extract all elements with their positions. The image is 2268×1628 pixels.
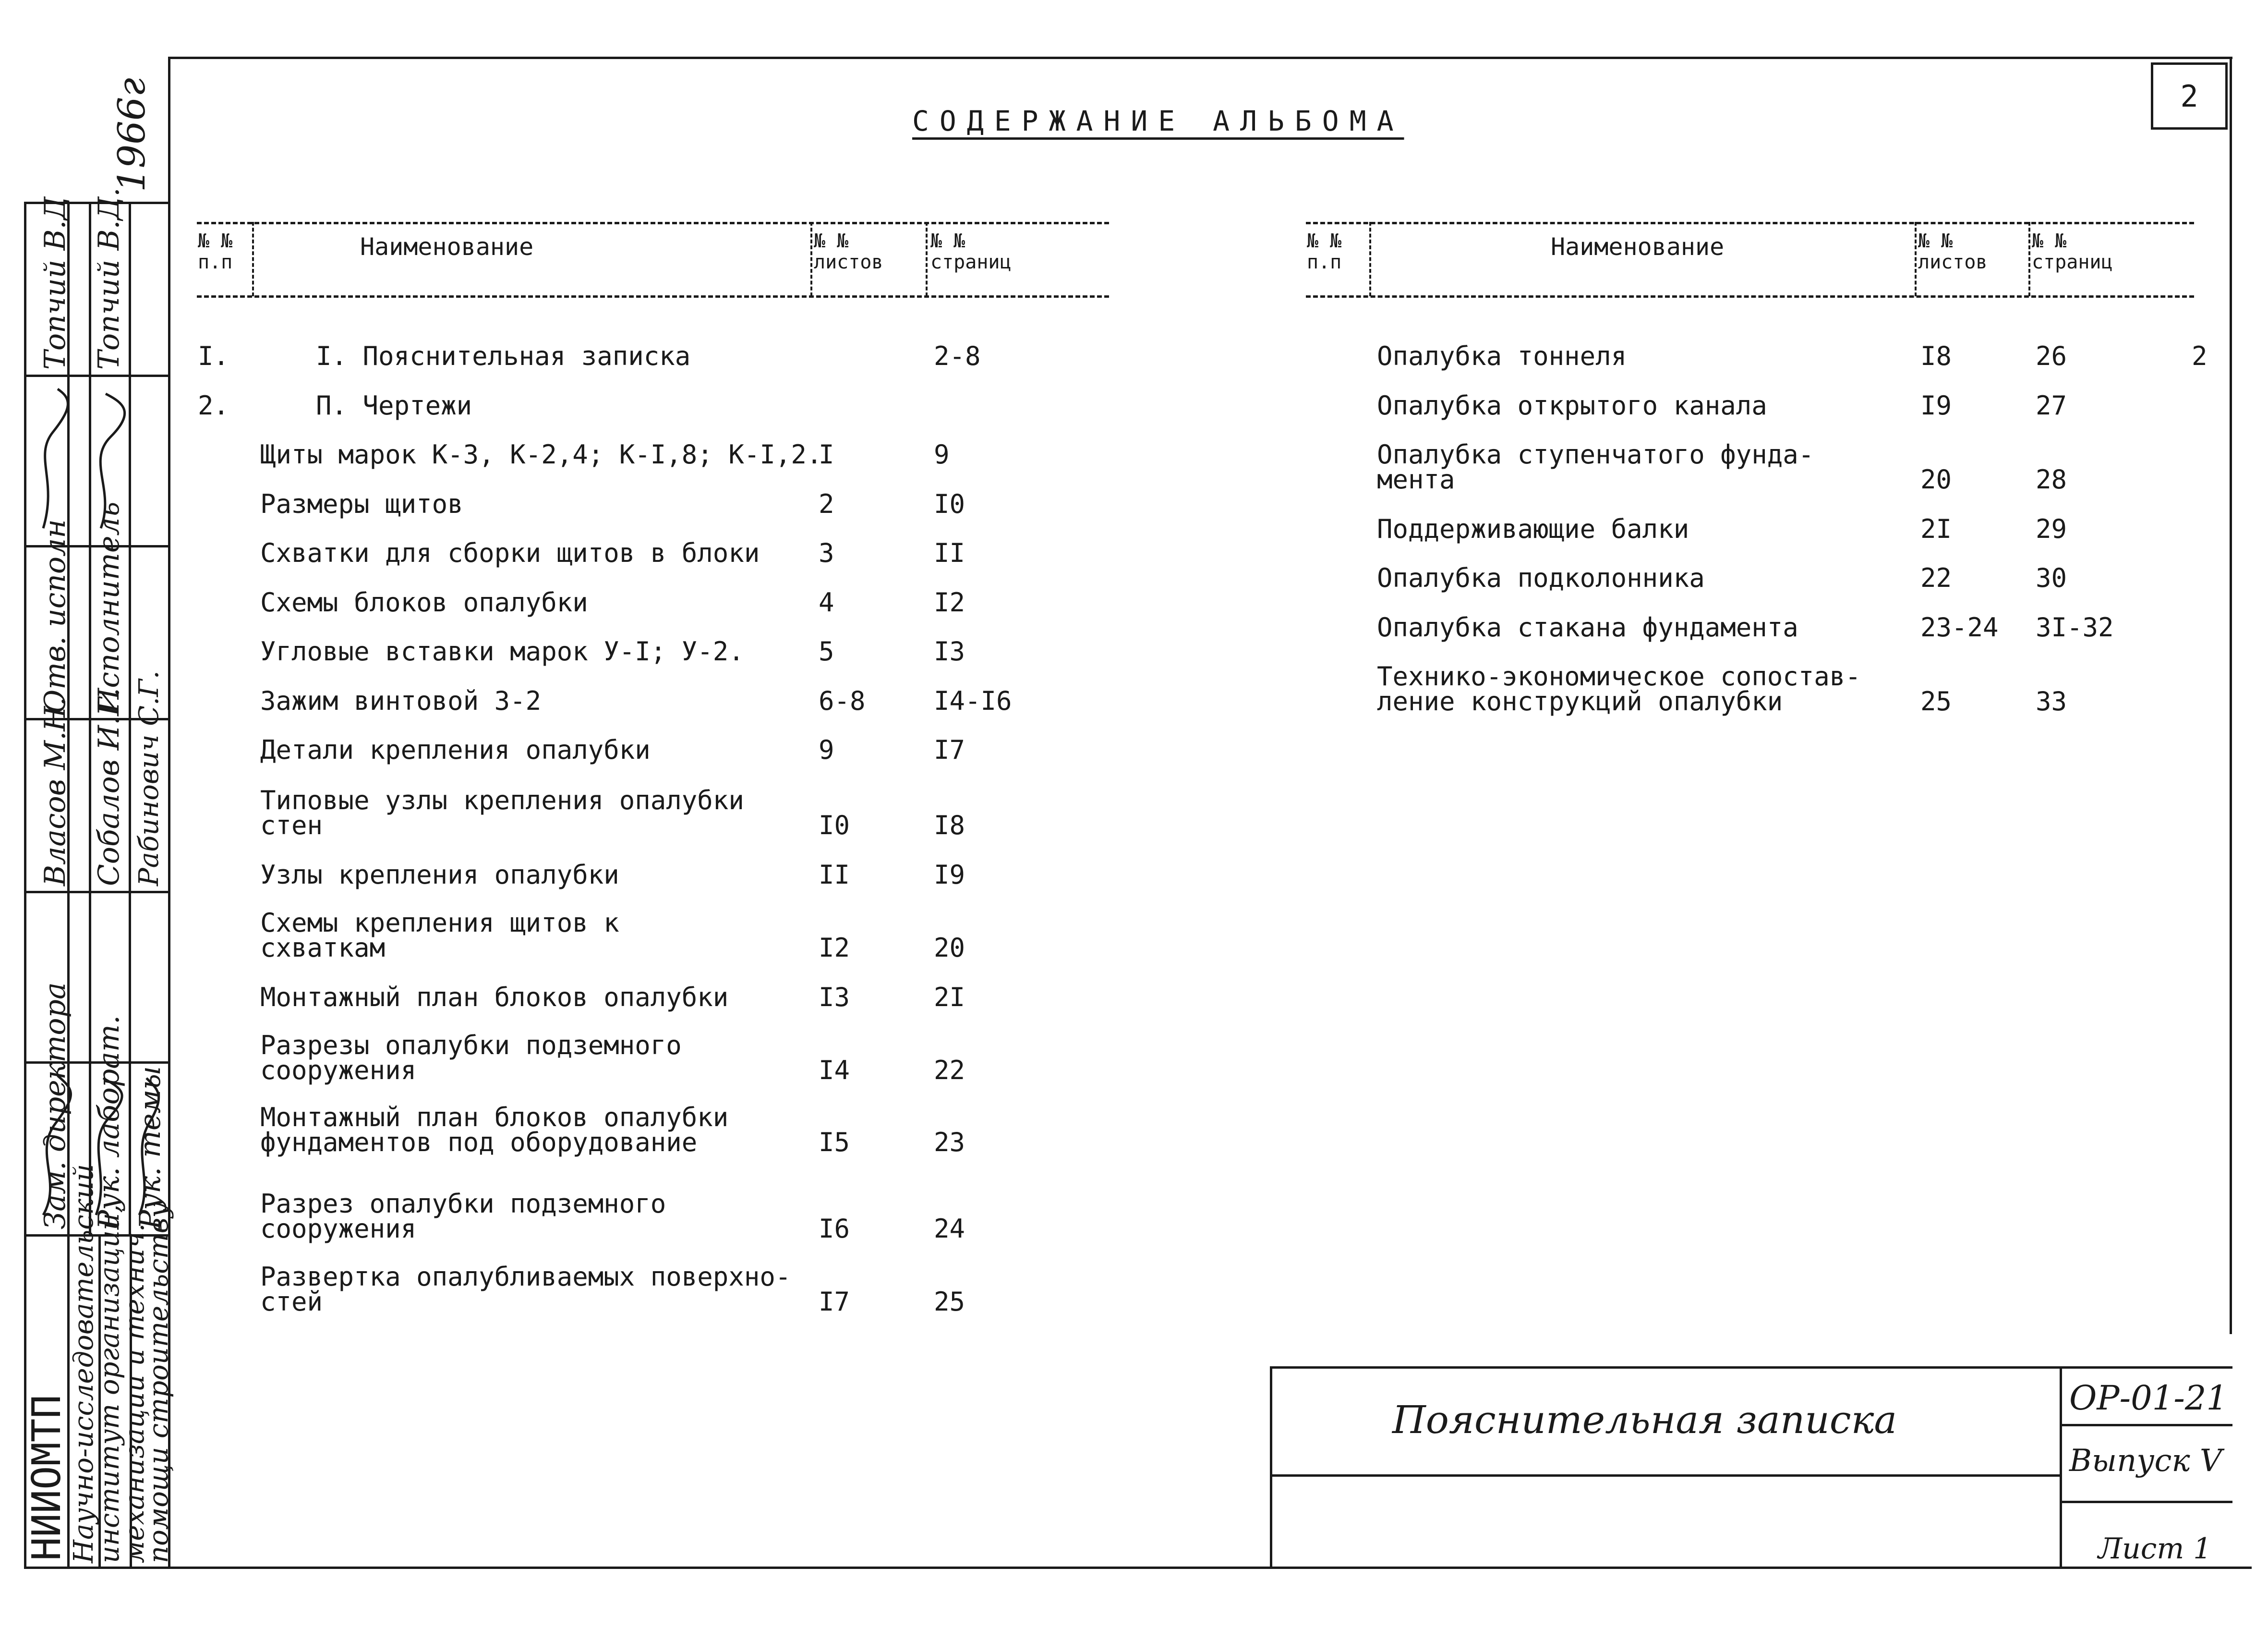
issue-label: Выпуск Ⅴ: [2069, 1443, 2222, 1479]
row-name: Опалубка подколонника: [1377, 563, 1705, 593]
right-header-divider-2: [1915, 222, 1917, 296]
row-name: Опалубка ступенчатого фунда-: [1377, 439, 1814, 470]
row-sheets: I0: [819, 810, 850, 840]
stamp-row-line: [24, 891, 169, 893]
role-executor: Исполнитель: [92, 501, 126, 713]
row-pages: I9: [934, 860, 965, 890]
row-sheets: I4: [819, 1055, 850, 1085]
year-note: 1966г: [110, 78, 154, 192]
name-rabinovich: Рабинович С.Г.: [133, 670, 165, 886]
row-sheets: 25: [1920, 686, 1952, 717]
row-name-2: мента: [1377, 464, 1455, 495]
right-header-top-rule: [1306, 222, 2194, 224]
row-pages: I7: [934, 735, 965, 765]
row-pages: I8: [934, 810, 965, 840]
right-header-divider-3: [2028, 222, 2030, 296]
row-sheets: 23-24: [1920, 612, 1999, 643]
institute-full-4: помощи строительству: [143, 1202, 174, 1563]
row-sheets: 6-8: [819, 686, 866, 716]
row-name: Щиты марок К-3, К-2,4; К-I,8; К-I,2.: [260, 439, 822, 470]
right-header-name: Наименование: [1551, 233, 1725, 261]
left-header-num: № № п.п: [198, 230, 233, 273]
right-header-divider-1: [1369, 222, 1371, 296]
row-sheets: 4: [819, 587, 834, 618]
row-name-2: схваткам: [260, 933, 386, 963]
row-name: Опалубка открытого канала: [1377, 390, 1767, 421]
document-name: Пояснительная записка: [1392, 1397, 1897, 1442]
row-pages: 29: [2036, 514, 2067, 544]
row-sheets: 5: [819, 636, 834, 667]
row-name: Монтажный план блоков опалубки: [260, 982, 729, 1012]
left-header-divider-3: [926, 222, 928, 296]
row-pages: 2I: [934, 982, 965, 1012]
frame-top: [168, 57, 2232, 59]
signature-graphic: [29, 1071, 163, 1225]
row-name: Разрезы опалубки подземного: [260, 1030, 682, 1060]
row-sheets: 20: [1920, 464, 1952, 495]
row-name: Монтажный план блоков опалубки: [260, 1102, 729, 1132]
row-name-2: фундаментов под оборудование: [260, 1127, 698, 1157]
row-pages: 2-8: [934, 341, 981, 371]
left-header-name: Наименование: [360, 233, 534, 261]
right-header-sheets: № № листов: [1918, 230, 1988, 273]
title-block-code-line: [2060, 1424, 2232, 1426]
row-pages: 26: [2036, 341, 2067, 371]
right-header-bottom-rule: [1306, 295, 2194, 298]
row-name: Технико-экономическое сопостав-: [1377, 661, 1861, 692]
institute-short: НИИОМТП: [24, 1395, 70, 1561]
row-pages: 20: [934, 933, 965, 963]
row-sheets: I5: [819, 1127, 850, 1157]
sheet-number: 2: [2151, 62, 2228, 130]
row-sheets: I8: [1920, 341, 1952, 371]
row-name: П. Чертежи: [316, 390, 472, 421]
row-pages: I2: [934, 587, 965, 618]
stamp-row-line: [24, 375, 169, 377]
row-name-2: сооружения: [260, 1214, 417, 1244]
right-header-pages: № № страниц: [2032, 230, 2113, 273]
row-sheets: I3: [819, 982, 850, 1012]
row-extra: 2: [2192, 341, 2208, 371]
institute-full-3: механизации и технич.: [119, 1223, 150, 1563]
row-sheets: 2: [819, 489, 834, 519]
row-name-2: стей: [260, 1287, 323, 1317]
row-sheets: II: [819, 860, 850, 890]
title-block-left: [1270, 1366, 1272, 1567]
left-header-top-rule: [197, 222, 1109, 224]
row-name: Схватки для сборки щитов в блоки: [260, 538, 760, 568]
row-name: Схемы блоков опалубки: [260, 587, 588, 618]
title-block-top: [1270, 1366, 2232, 1369]
left-header-pages: № № страниц: [930, 230, 1012, 273]
name-vlasov: Власов М.Н.: [38, 697, 72, 886]
row-pages: 23: [934, 1127, 965, 1157]
row-pages: II: [934, 538, 965, 568]
row-name: Опалубка тоннеля: [1377, 341, 1627, 371]
row-name: Развертка опалубливаемых поверхно-: [260, 1262, 791, 1292]
row-pages: 30: [2036, 563, 2067, 593]
left-header-divider-2: [810, 222, 812, 296]
left-header-divider-1: [252, 222, 254, 296]
row-pages: 25: [934, 1287, 965, 1317]
row-name-2: ление конструкций опалубки: [1377, 686, 1783, 717]
row-pages: I0: [934, 489, 965, 519]
row-name: Размеры щитов: [260, 489, 463, 519]
row-sheets: I6: [819, 1214, 850, 1244]
row-pages: I3: [934, 636, 965, 667]
row-name: Поддерживающие балки: [1377, 514, 1689, 544]
row-pages: I4-I6: [934, 686, 1012, 716]
title-block-mid: [1270, 1474, 2062, 1477]
name-topchiy-1: Топчий В.Д: [38, 196, 72, 370]
signature-graphic: [29, 384, 163, 538]
title-block-right-col: [2060, 1366, 2062, 1567]
row-name: Угловые вставки марок У-I; У-2.: [260, 636, 744, 667]
row-pages: 3I-32: [2036, 612, 2114, 643]
row-name: Детали крепления опалубки: [260, 735, 651, 765]
frame-right: [2230, 57, 2232, 1334]
left-header-sheets: № № листов: [814, 230, 883, 273]
row-name: Схемы крепления щитов к: [260, 908, 619, 938]
sheet-label: Лист 1: [2098, 1532, 2212, 1566]
right-header-num: № № п.п: [1307, 230, 1342, 273]
row-sheets: 22: [1920, 563, 1952, 593]
row-name: Типовые узлы крепления опалубки: [260, 785, 744, 815]
role-responsible: Отв. исполн: [38, 519, 72, 713]
left-header-bottom-rule: [197, 295, 1109, 298]
name-sobalov: Собалов И.Г.: [92, 688, 126, 886]
institute-full-1: Научно-исследовательский: [68, 1164, 99, 1563]
stamp-col-line: [24, 202, 26, 1567]
row-sheets: 3: [819, 538, 834, 568]
row-name: Разрез опалубки подземного: [260, 1189, 666, 1219]
row-name-2: стен: [260, 810, 323, 840]
row-pages: 27: [2036, 390, 2067, 421]
row-name-2: сооружения: [260, 1055, 417, 1085]
row-name: Зажим винтовой З-2: [260, 686, 542, 716]
frame-bottom: [24, 1567, 2252, 1569]
name-topchiy-2: Топчий В.Д.: [92, 187, 126, 370]
row-sheets: I9: [1920, 390, 1952, 421]
role-lab-head: Рук. лаборат.: [92, 1015, 126, 1229]
row-sheets: I7: [819, 1287, 850, 1317]
row-pages: 24: [934, 1214, 965, 1244]
document-code: ОР-01-21: [2069, 1378, 2228, 1418]
row-num: I.: [198, 341, 229, 371]
institute-full-2: институт организации,: [94, 1204, 125, 1563]
row-pages: 9: [934, 439, 950, 470]
row-pages: 33: [2036, 686, 2067, 717]
row-pages: 22: [934, 1055, 965, 1085]
row-sheets: I: [819, 439, 834, 470]
page-title: СОДЕРЖАНИЕ АЛЬБОМА: [912, 105, 1404, 137]
role-deputy-director: Зам. директора: [38, 982, 72, 1229]
row-pages: 28: [2036, 464, 2067, 495]
row-name: Опалубка стакана фундамента: [1377, 612, 1798, 643]
title-block-issue-line: [2060, 1501, 2232, 1503]
row-name: I. Пояснительная записка: [316, 341, 691, 371]
row-sheets: 9: [819, 735, 834, 765]
role-topic-head: Рук. темы: [133, 1066, 167, 1229]
row-sheets: 2I: [1920, 514, 1952, 544]
row-num: 2.: [198, 390, 229, 421]
row-sheets: I2: [819, 933, 850, 963]
row-name: Узлы крепления опалубки: [260, 860, 619, 890]
